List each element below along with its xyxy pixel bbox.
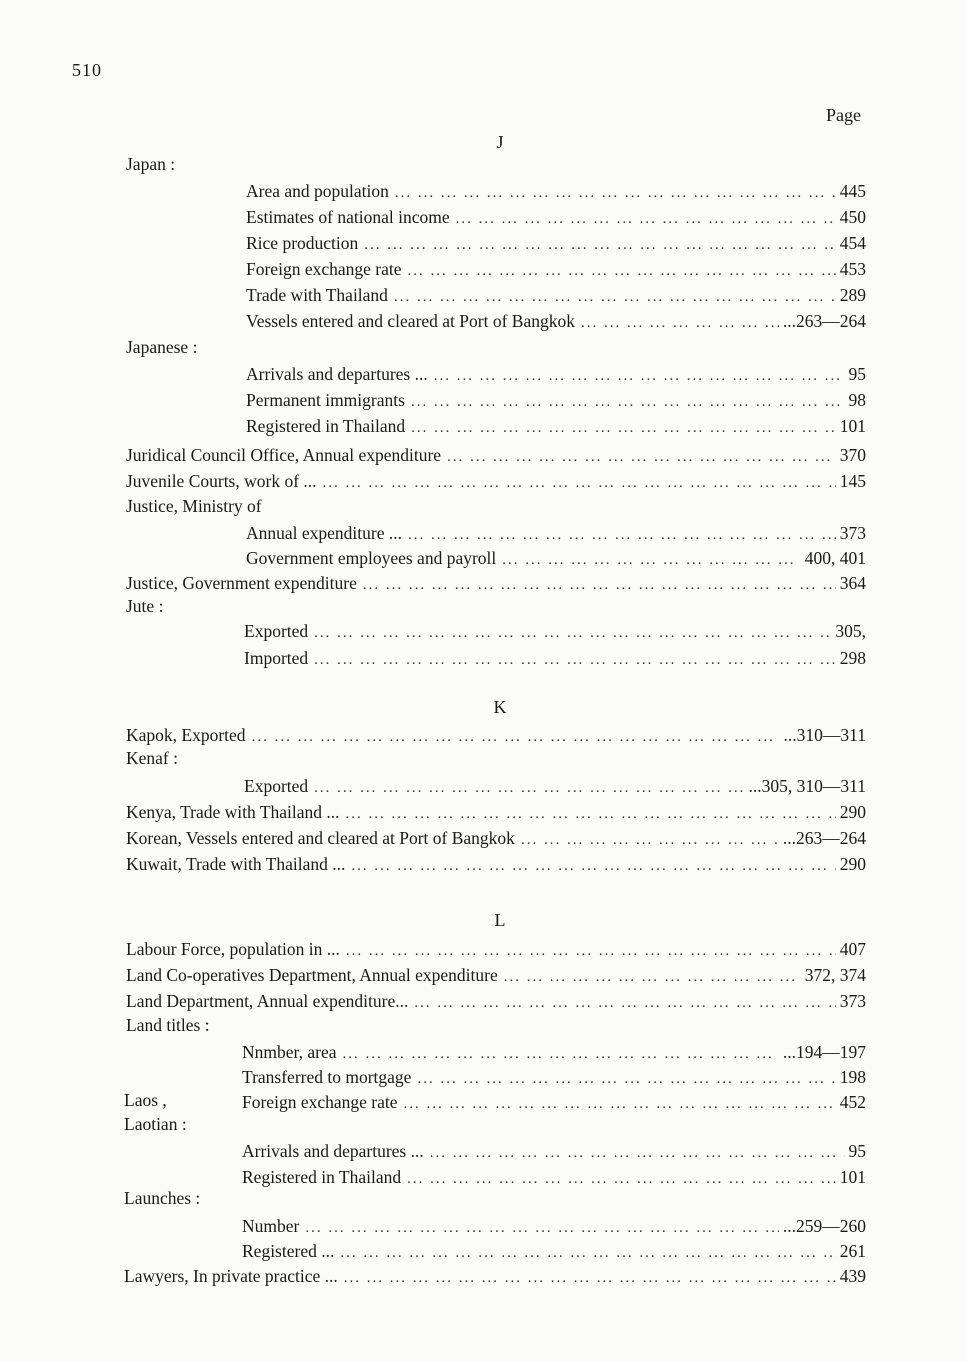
index-subentry: Imported ... . 298 (244, 645, 866, 671)
index-entry: Land Department, Annual expenditure... ... . 373 (126, 988, 866, 1014)
index-subentry: Area and population ... . 445 (246, 178, 866, 204)
index-entry: Labour Force, population in ... ... . 407 (126, 936, 866, 962)
index-subentry: Transferred to mortgage ... . 198 (242, 1064, 866, 1090)
index-subentry: Estimates of national income ... . 450 (246, 204, 866, 230)
index-entry: Kuwait, Trade with Thailand ... ... . 290 (126, 851, 866, 877)
index-subentry: Rice production ... . 454 (246, 230, 866, 256)
index-heading-japanese: Japanese : (126, 337, 198, 357)
index-heading-launches: Launches : (124, 1188, 201, 1208)
index-entry: Kapok, Exported ... . ...310—311 (126, 722, 866, 748)
index-heading-laotian: Laotian : (124, 1114, 187, 1134)
index-entry: Kenya, Trade with Thailand ... ... . 290 (126, 799, 866, 825)
section-letter-j: J (496, 132, 504, 152)
index-entry: Juridical Council Office, Annual expenditure ... . 370 (126, 442, 866, 468)
index-subentry: Registered in Thailand ... . 101 (242, 1164, 866, 1190)
index-subentry: Foreign exchange rate ... . 453 (246, 256, 866, 282)
index-subentry: Vessels entered and cleared at Port of Bangkok ... . ...263—264 (246, 308, 866, 334)
index-subentry: Annual expenditure ... ... . 373 (246, 520, 866, 546)
index-subentry: Number ... . ...259—260 (242, 1213, 866, 1239)
index-subentry: Trade with Thailand ... . 289 (246, 282, 866, 308)
index-subentry: Permanent immigrants ... . 98 (246, 387, 866, 413)
index-subentry: Arrivals and departures ... ... . 95 (242, 1138, 866, 1164)
page-column-label: Page (826, 105, 861, 125)
index-subentry: Exported ... . ...305, 310—311 (244, 773, 866, 799)
index-subentry: Government employees and payroll ... . 400, 401 (246, 545, 866, 571)
section-letter-l: L (494, 910, 506, 930)
index-heading-jute: Jute : (126, 596, 164, 616)
index-heading-laos: Laos , (124, 1090, 167, 1110)
index-subentry: Arrivals and departures ... ... . 95 (246, 361, 866, 387)
index-subentry: Registered ... ... . 261 (242, 1238, 866, 1264)
index-entry: Justice, Government expenditure ... . 364 (126, 570, 866, 596)
index-heading-kenaf: Kenaf : (126, 748, 178, 768)
index-heading-justice-ministry: Justice, Ministry of (126, 496, 262, 516)
index-subentry: Exported ... . 305, (244, 618, 866, 644)
index-subentry: Foreign exchange rate ... . 452 (242, 1089, 866, 1115)
index-entry: Land Co-operatives Department, Annual expenditure ... . 372, 374 (126, 962, 866, 988)
index-heading-japan: Japan : (126, 154, 176, 174)
index-subentry: Nnmber, area ... . ...194—197 (242, 1039, 866, 1065)
index-subentry: Registered in Thailand ... . 101 (246, 413, 866, 439)
index-entry: Juvenile Courts, work of ... ... . 145 (126, 468, 866, 494)
section-letter-k: K (493, 697, 507, 717)
index-heading-land-titles: Land titles : (126, 1015, 210, 1035)
page-number: 510 (72, 60, 102, 80)
index-entry: Lawyers, In private practice ... ... . 439 (124, 1263, 866, 1289)
index-entry: Korean, Vessels entered and cleared at Port of Bangkok ... . ...263—264 (126, 825, 866, 851)
